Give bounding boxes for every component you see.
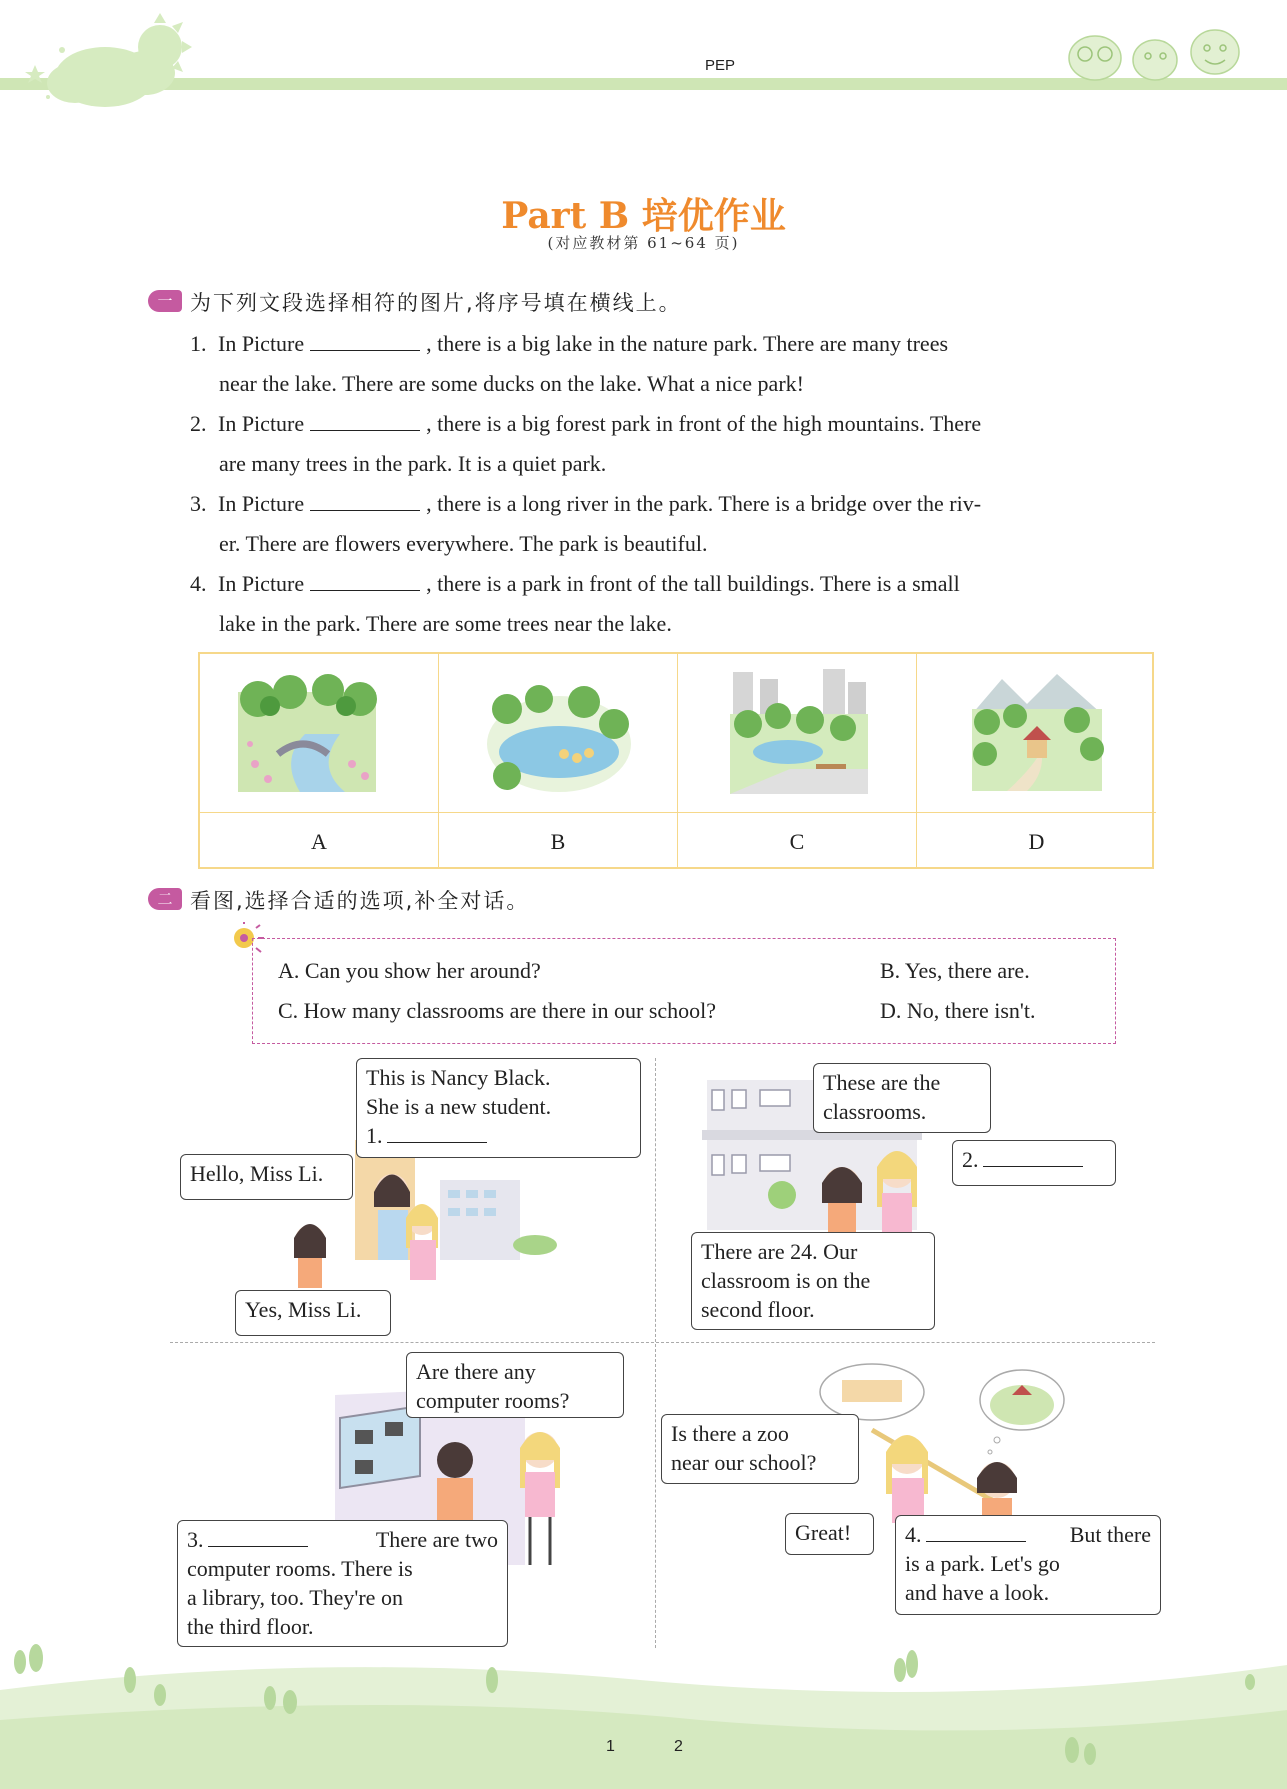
- option-d: D. No, there isn't.: [880, 998, 1036, 1023]
- page-number-right: 2: [674, 1738, 683, 1755]
- blank-number: 2.: [962, 1147, 979, 1172]
- page-title: Part B 培优作业: [501, 195, 786, 237]
- zoo-question-speech-bubble: [661, 1414, 859, 1484]
- ask-line-1: Are there any: [416, 1359, 536, 1384]
- picture-b-cell: [439, 654, 678, 812]
- section2-badge: 二: [148, 888, 182, 910]
- computer-rooms-speech-bubble: [406, 1352, 624, 1418]
- page-subtitle: (对应教材第 61~64 页): [547, 234, 740, 252]
- ans-line-3: a library, too. They're on: [187, 1585, 403, 1610]
- question-text: , there is a big forest park in front of the high mountains. There: [426, 411, 982, 436]
- ask-line-2: computer rooms?: [416, 1388, 570, 1413]
- ans-line-1: [187, 1525, 498, 1554]
- picture-a-cell: [200, 654, 439, 812]
- panel-divider-horizontal: [170, 1342, 1155, 1343]
- answer-blank-2[interactable]: [310, 408, 420, 431]
- answer-blank-3[interactable]: [310, 488, 420, 511]
- picture-table: [198, 652, 1154, 869]
- options-box: [252, 938, 1116, 1044]
- two-computer-rooms-speech-bubble: [177, 1520, 508, 1647]
- teacher-line-2: She is a new student.: [366, 1094, 552, 1119]
- question-2-line2: are many trees in the park. It is a quiet park.: [219, 451, 607, 476]
- lake-ducks-illustration: [439, 654, 678, 812]
- zoo-line-1: Is there a zoo: [671, 1421, 789, 1446]
- dialog-blank-2[interactable]: [983, 1146, 1083, 1167]
- dialog-blank-1[interactable]: [387, 1122, 487, 1143]
- question-number: 1.: [190, 331, 207, 356]
- teacher-speech-bubble: [356, 1058, 641, 1158]
- but-line-3: and have a look.: [905, 1580, 1050, 1605]
- blank-number: 4.: [905, 1522, 922, 1547]
- picture-label-b: B: [439, 812, 678, 869]
- there-are-24-speech-bubble: [691, 1232, 935, 1330]
- question-4-line2: lake in the park. There are some trees near the lake.: [219, 611, 672, 636]
- teacher-line-3: [366, 1121, 631, 1150]
- question-number: 4.: [190, 571, 207, 596]
- question-lead: In Picture: [218, 571, 305, 596]
- picture-label-c: C: [678, 812, 917, 869]
- question-number: 3.: [190, 491, 207, 516]
- question-number: 2.: [190, 411, 207, 436]
- question-lead: In Picture: [218, 411, 305, 436]
- panel-divider-vertical: [655, 1058, 656, 1648]
- these-line-1: These are the: [823, 1070, 941, 1095]
- but-line-1: [905, 1520, 1151, 1549]
- but-line-1-text: But there: [1069, 1522, 1151, 1547]
- section1-instruction: 为下列文段选择相符的图片,将序号填在横线上。: [190, 291, 682, 315]
- city-park-illustration: [678, 654, 917, 812]
- blank-number: 3.: [187, 1527, 204, 1552]
- sun-cloud-decoration: [20, 5, 200, 115]
- option-b: B. Yes, there are.: [880, 958, 1030, 983]
- answer-blank-1[interactable]: [310, 328, 420, 351]
- footer-hills-decoration: [0, 1640, 1287, 1789]
- park-speech-bubble: [895, 1515, 1161, 1615]
- question-1-line1: [190, 324, 948, 364]
- question-3-line1: [190, 484, 981, 524]
- header-label: PEP: [704, 57, 735, 74]
- great-speech-bubble: Great!: [785, 1513, 874, 1555]
- teacher-line-1: This is Nancy Black.: [366, 1065, 551, 1090]
- there-line-1: There are 24. Our: [701, 1239, 858, 1264]
- question-1-line2: near the lake. There are some ducks on the lake. What a nice park!: [219, 371, 804, 396]
- ans-line-1-text: There are two: [375, 1527, 498, 1552]
- question-2-line1: [190, 404, 981, 444]
- nancy-speech-bubble: [952, 1140, 1116, 1186]
- answer-blank-4[interactable]: [310, 568, 420, 591]
- question-3-line2: er. There are flowers everywhere. The park is beautiful.: [219, 531, 708, 556]
- option-c: C. How many classrooms are there in our school?: [278, 998, 717, 1023]
- ans-line-4: the third floor.: [187, 1614, 314, 1639]
- yes-miss-li-speech-bubble: Yes, Miss Li.: [235, 1290, 391, 1336]
- question-text: , there is a big lake in the nature park. There are many trees: [426, 331, 949, 356]
- page-number-left: 1: [606, 1738, 615, 1755]
- question-lead: In Picture: [218, 491, 305, 516]
- question-text: , there is a park in front of the tall buildings. There is a small: [426, 571, 960, 596]
- dialog-blank-3[interactable]: [208, 1526, 308, 1547]
- picture-d-cell: [917, 654, 1156, 812]
- dialog-blank-4[interactable]: [926, 1521, 1026, 1542]
- but-line-2: is a park. Let's go: [905, 1551, 1060, 1576]
- these-line-2: classrooms.: [823, 1099, 927, 1124]
- picture-label-a: A: [200, 812, 439, 869]
- river-bridge-illustration: [200, 654, 439, 812]
- question-text: , there is a long river in the park. There is a bridge over the riv-: [426, 491, 982, 516]
- there-line-2: classroom is on the: [701, 1268, 871, 1293]
- question-lead: In Picture: [218, 331, 305, 356]
- animal-faces-decoration: [1055, 20, 1255, 85]
- zoo-line-2: near our school?: [671, 1450, 817, 1475]
- blank-number: 1.: [366, 1123, 383, 1148]
- these-classrooms-speech-bubble: [813, 1063, 991, 1133]
- picture-c-cell: [678, 654, 917, 812]
- section1-badge: 一: [148, 290, 182, 312]
- option-a: A. Can you show her around?: [278, 958, 541, 983]
- picture-label-d: D: [917, 812, 1156, 869]
- there-line-3: second floor.: [701, 1297, 815, 1322]
- ans-line-2: computer rooms. There is: [187, 1556, 413, 1581]
- section2-instruction: 看图,选择合适的选项,补全对话。: [190, 889, 530, 913]
- question-4-line1: [190, 564, 960, 604]
- mountain-forest-illustration: [917, 654, 1156, 812]
- hello-speech-bubble: Hello, Miss Li.: [180, 1154, 353, 1200]
